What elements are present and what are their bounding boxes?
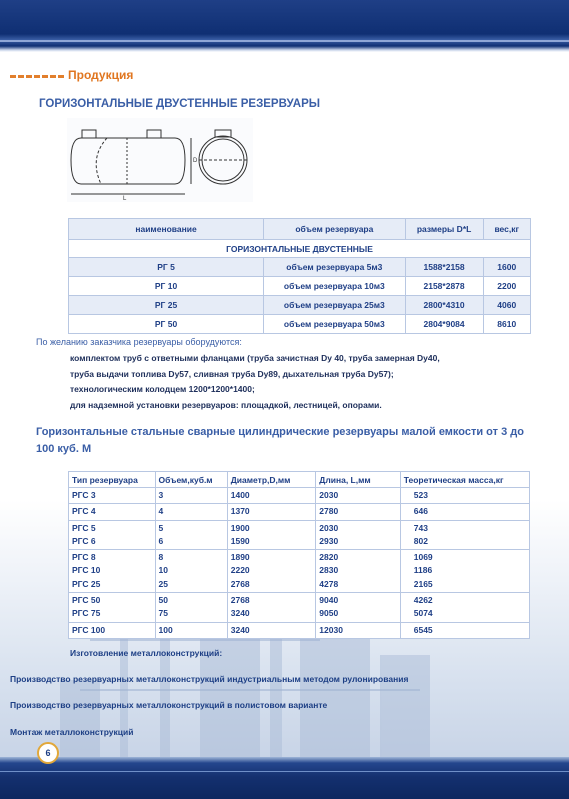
table-cell: 2820 2830 4278 — [316, 550, 400, 593]
column-header: наименование — [69, 219, 264, 240]
options-list — [70, 351, 440, 413]
heading-welded-tanks: Горизонтальные стальные сварные цилиндрические резервуары малой емкости от 3 до 100 куб. М — [36, 426, 524, 455]
header-band — [0, 0, 569, 52]
options-intro: По желанию заказчика резервуары оборудуются: — [36, 337, 242, 347]
table-row — [69, 296, 531, 315]
table-cell: РГС 50 РГС 75 — [69, 593, 156, 623]
table-row — [69, 277, 531, 296]
table-cell: РГС 5 РГС 6 — [69, 520, 156, 550]
table-cell: 1069 1186 2165 — [400, 550, 529, 593]
table-cell: 523 — [400, 488, 529, 504]
table-cell: 4 — [155, 504, 227, 520]
table-cell: 12030 — [316, 622, 400, 638]
table-cell: РГС 100 — [69, 622, 156, 638]
column-header: Объем,куб.м — [155, 472, 227, 488]
column-header: объем резервуара — [264, 219, 406, 240]
table-cell: 3240 — [227, 622, 316, 638]
table-cell: 4060 — [483, 296, 530, 315]
table-row — [69, 520, 530, 550]
list-item: комплектом труб с ответными фланцами (труба зачистная Dy 40, труба замерная Dy40, — [70, 353, 440, 363]
table-cell: РГ 10 — [69, 277, 264, 296]
metal-structures-line: Производство резервуарных металлоконструкций в полистовом варианте — [10, 700, 328, 710]
column-header: Теоретическая масса,кг — [400, 472, 529, 488]
metal-structures-heading: Изготовление металлоконструкций: — [70, 648, 223, 658]
table-cell: РГ 25 — [69, 296, 264, 315]
table-cell: 743 802 — [400, 520, 529, 550]
column-header: Диаметр,D,мм — [227, 472, 316, 488]
table-header-row — [69, 472, 530, 488]
table-cell: 1400 — [227, 488, 316, 504]
heading-double-wall-tanks: ГОРИЗОНТАЛЬНЫЕ ДВУСТЕННЫЕ РЕЗЕРВУАРЫ — [39, 98, 320, 110]
footer-band — [0, 757, 569, 799]
table-cell: 5 6 — [155, 520, 227, 550]
table-cell: РГС 4 — [69, 504, 156, 520]
table-cell: 6545 — [400, 622, 529, 638]
table-row — [69, 488, 530, 504]
table-cell: РГС 3 — [69, 488, 156, 504]
table-cell: 4262 5074 — [400, 593, 529, 623]
section-title: Продукция — [68, 68, 134, 82]
table-group-row — [69, 240, 531, 258]
column-header: Длина, L,мм — [316, 472, 400, 488]
list-item: труба выдачи топлива Dy57, сливная труба Dy89, дыхательная труба Dy57); — [70, 368, 394, 379]
table-cell: РГ 5 — [69, 258, 264, 277]
table-row — [69, 315, 531, 334]
table-cell: 100 — [155, 622, 227, 638]
table-cell: объем резервуара 25м3 — [264, 296, 406, 315]
table-row — [69, 622, 530, 638]
tank-technical-drawing — [67, 118, 253, 202]
metal-structures-line: Производство резервуарных металлоконструкций индустриальным методом рулонирования — [10, 674, 409, 684]
drawing-label-d: D — [193, 158, 198, 164]
page-number: 6 — [37, 742, 59, 764]
table-cell: объем резервуара 10м3 — [264, 277, 406, 296]
double-wall-tanks-table — [68, 218, 531, 334]
table-cell: 2804*9084 — [405, 315, 483, 334]
table-row — [69, 504, 530, 520]
table-cell: 1370 — [227, 504, 316, 520]
table-cell: 8610 — [483, 315, 530, 334]
table-cell: 2030 2930 — [316, 520, 400, 550]
column-header: Тип резервуара — [69, 472, 156, 488]
table-cell: 646 — [400, 504, 529, 520]
table-row — [69, 593, 530, 623]
metal-structures-line: Монтаж металлоконструкций — [10, 727, 134, 737]
table-cell: 1900 1590 — [227, 520, 316, 550]
table-row — [69, 258, 531, 277]
table-cell: объем резервуара 50м3 — [264, 315, 406, 334]
table-cell: 50 75 — [155, 593, 227, 623]
table-cell: объем резервуара 5м3 — [264, 258, 406, 277]
table-cell: РГС 8 РГС 10 РГС 25 — [69, 550, 156, 593]
table-cell: РГ 50 — [69, 315, 264, 334]
drawing-label-l: L — [123, 196, 127, 202]
table-cell: 1600 — [483, 258, 530, 277]
table-cell: 1890 2220 2768 — [227, 550, 316, 593]
section-header-dashes — [10, 75, 66, 78]
column-header: размеры D*L — [405, 219, 483, 240]
table-cell: 2030 — [316, 488, 400, 504]
table-cell: 2768 3240 — [227, 593, 316, 623]
table-header-row — [69, 219, 531, 240]
table-cell: 8 10 25 — [155, 550, 227, 593]
table-cell: 2158*2878 — [405, 277, 483, 296]
list-item: для надземной установки резервуаров: площадкой, лестницей, опорами. — [70, 399, 382, 410]
list-item: технологическим колодцем 1200*1200*1400; — [70, 384, 255, 394]
table-cell: 2200 — [483, 277, 530, 296]
group-label: ГОРИЗОНТАЛЬНЫЕ ДВУСТЕННЫЕ — [69, 240, 531, 258]
welded-tanks-table — [68, 471, 530, 639]
column-header: вес,кг — [483, 219, 530, 240]
table-cell: 9040 9050 — [316, 593, 400, 623]
table-cell: 2780 — [316, 504, 400, 520]
table-cell: 2800*4310 — [405, 296, 483, 315]
table-cell: 1588*2158 — [405, 258, 483, 277]
table-cell: 3 — [155, 488, 227, 504]
table-row — [69, 550, 530, 593]
